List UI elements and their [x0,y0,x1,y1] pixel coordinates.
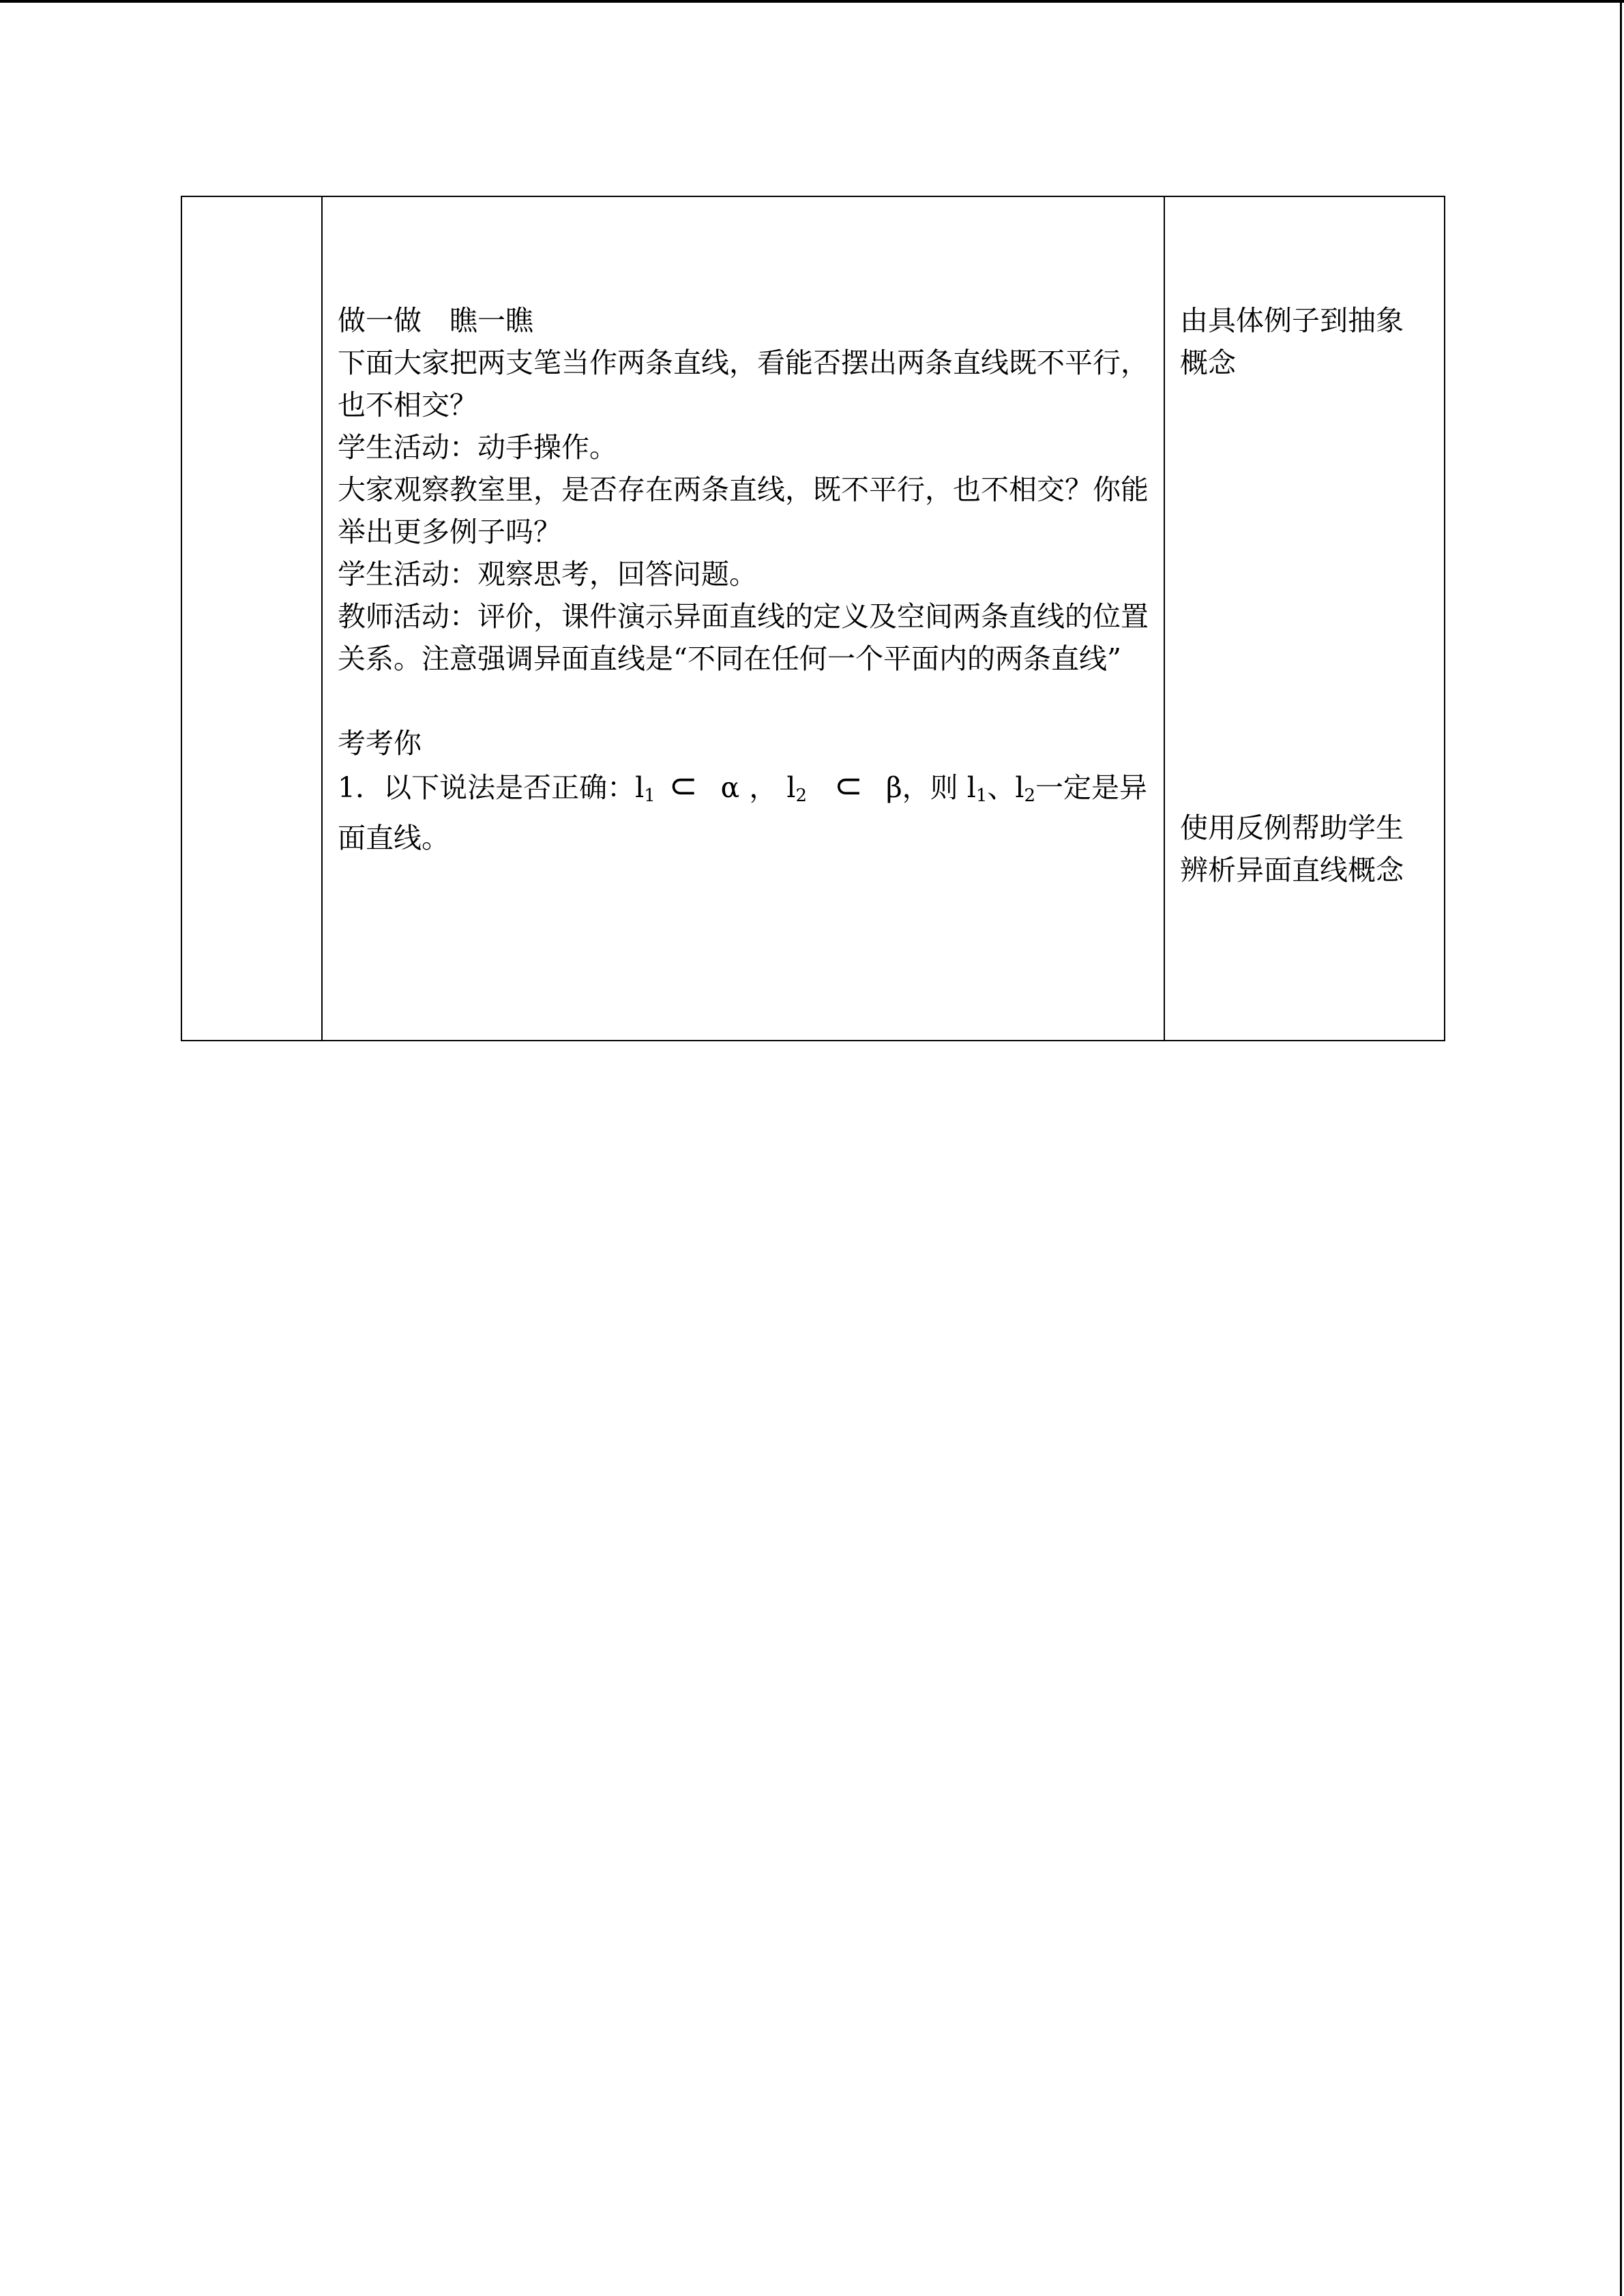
page-top-border [0,0,1624,3]
design-note-2: 使用反例帮助学生辨析异面直线概念 [1180,811,1404,886]
line-l2: $l_2$ [1015,771,1036,806]
plane-beta: β [885,771,902,804]
line-l1: $l_1$ [966,771,988,806]
activity-text-5: 教师活动：评价，课件演示异面直线的定义及空间两条直线的位置关系。注意强调异面直线是“不同在任何一个平面内的两条直线” [338,600,1149,675]
page-right-border [1620,0,1622,2296]
activity-text-1: 下面大家把两支笔当作两条直线，看能否摆出两条直线既不平行，也不相交？ [338,346,1149,421]
quiz-q1-suffix: 一定是异面直线。 [338,771,1148,854]
spacer [338,680,1149,722]
design-intent-cell [1164,196,1445,1041]
design-note-1: 由具体例子到抽象概念 [1180,304,1404,379]
quiz-then: ，则 [902,771,967,804]
activity-heading: 做一做 瞧一瞧 [338,304,533,337]
plane-alpha: α [720,771,740,804]
activity-text-3: 大家观察教室里，是否存在两条直线，既不平行，也不相交？你能举出更多例子吗？ [338,473,1149,548]
line-l2: $l_2$ [786,771,808,806]
subset-symbol: ⊂ [834,766,863,805]
separator: 、 [987,771,1016,804]
quiz-q1-prefix: 1．以下说法是否正确： [338,771,636,804]
lesson-plan-table [181,196,1445,1041]
spacer [1180,384,1429,807]
subset-symbol: ⊂ [668,766,698,805]
line-l1: $l_1$ [635,771,655,806]
activity-text-2: 学生活动：动手操作。 [338,431,617,464]
comma: ， [749,771,778,804]
stage-cell [181,196,322,1041]
table-row [181,196,1445,1041]
quiz-question-1 [338,764,1149,859]
activity-text-4: 学生活动：观察思考，回答问题。 [338,558,757,591]
quiz-heading: 考考你 [338,727,422,760]
activity-cell [322,196,1164,1041]
